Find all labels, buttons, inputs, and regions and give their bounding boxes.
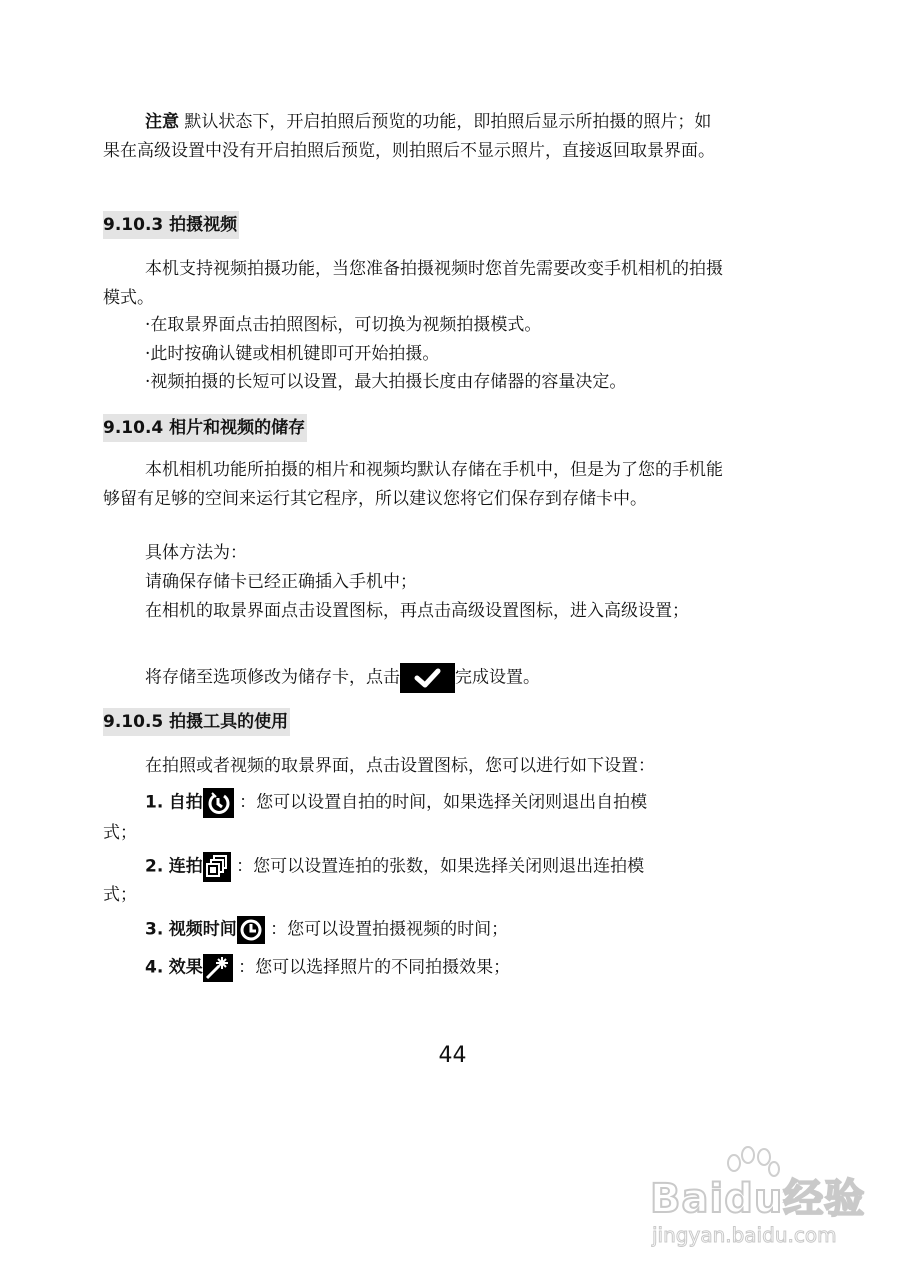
page-number: 44: [438, 1043, 467, 1068]
tool-item-1-desc: ：您可以设置自拍的时间，如果选择关闭则退出自拍模: [239, 792, 648, 813]
check-confirm-icon: [400, 663, 455, 693]
tool-item-1-desc-cont: 式；: [103, 823, 137, 843]
tool-item-3-name: 视频时间: [168, 919, 237, 940]
baidu-watermark: [640, 1145, 866, 1247]
video-bullet-2: ·此时按确认键或相机键即可开始拍摄。: [145, 344, 440, 364]
video-bullet-1: ·在取景界面点击拍照图标，可切换为视频拍摄模式。: [145, 315, 542, 335]
storage-step-3: [145, 663, 540, 693]
storage-step-3-after: 完成设置。: [455, 667, 540, 688]
tool-item-2-num: 2.: [145, 856, 164, 877]
note-paragraph: [103, 108, 723, 166]
heading-9-10-3: 9.10.3 拍摄视频: [103, 211, 239, 239]
storage-step-3-before: 将存储至选项修改为储存卡，点击: [145, 667, 400, 688]
tool-item-3-num: 3.: [145, 919, 164, 940]
self-timer-icon: [203, 788, 234, 818]
clock-icon: [237, 916, 265, 944]
tool-item-4-name: 效果: [168, 957, 203, 978]
tool-item-2-name: 连拍: [168, 856, 203, 877]
burst-shot-icon: [203, 852, 231, 882]
tool-item-4: [145, 954, 510, 982]
watermark-brand: Baidu经验: [650, 1176, 866, 1222]
tool-item-3-desc: ：您可以设置拍摄视频的时间；: [270, 919, 509, 940]
note-label: 注意: [145, 112, 179, 132]
tool-item-4-desc: ：您可以选择照片的不同拍摄效果；: [238, 957, 511, 978]
tools-intro: 在拍照或者视频的取景界面，点击设置图标，您可以进行如下设置：: [145, 756, 655, 776]
storage-intro: 本机相机功能所拍摄的相片和视频均默认存储在手机中，但是为了您的手机能够留有足够的空间来运行其它程序，所以建议您将它们保存到存储卡中。: [103, 460, 723, 509]
video-bullet-3: ·视频拍摄的长短可以设置，最大拍摄长度由存储器的容量决定。: [145, 372, 627, 392]
tool-item-4-num: 4.: [145, 957, 164, 978]
watermark-url: jingyan.baidu.com: [652, 1223, 837, 1247]
tool-item-2: [145, 852, 644, 882]
storage-step-2: 在相机的取景界面点击设置图标，再点击高级设置图标，进入高级设置；: [145, 601, 689, 621]
tool-item-1: [145, 788, 647, 818]
video-intro: 本机支持视频拍摄功能，当您准备拍摄视频时您首先需要改变手机相机的拍摄模式。: [103, 259, 723, 308]
tool-item-2-desc: ：您可以设置连拍的张数，如果选择关闭则退出连拍模: [236, 856, 645, 877]
tool-item-1-name: 自拍: [168, 792, 203, 813]
heading-9-10-4: 9.10.4 相片和视频的储存: [103, 414, 307, 442]
heading-9-10-5: 9.10.5 拍摄工具的使用: [103, 708, 290, 736]
tool-item-1-num: 1.: [145, 792, 164, 813]
storage-method-label: 具体方法为：: [145, 543, 247, 563]
note-text: 默认状态下，开启拍照后预览的功能，即拍照后显示所拍摄的照片；如果在高级设置中没有开启拍照后预览，则拍照后不显示照片，直接返回取景界面。: [103, 112, 715, 161]
storage-step-1: 请确保存储卡已经正确插入手机中；: [145, 572, 417, 592]
tool-item-3: [145, 916, 508, 944]
tool-item-2-desc-cont: 式；: [103, 885, 137, 905]
effect-sparkle-icon: [203, 954, 233, 982]
